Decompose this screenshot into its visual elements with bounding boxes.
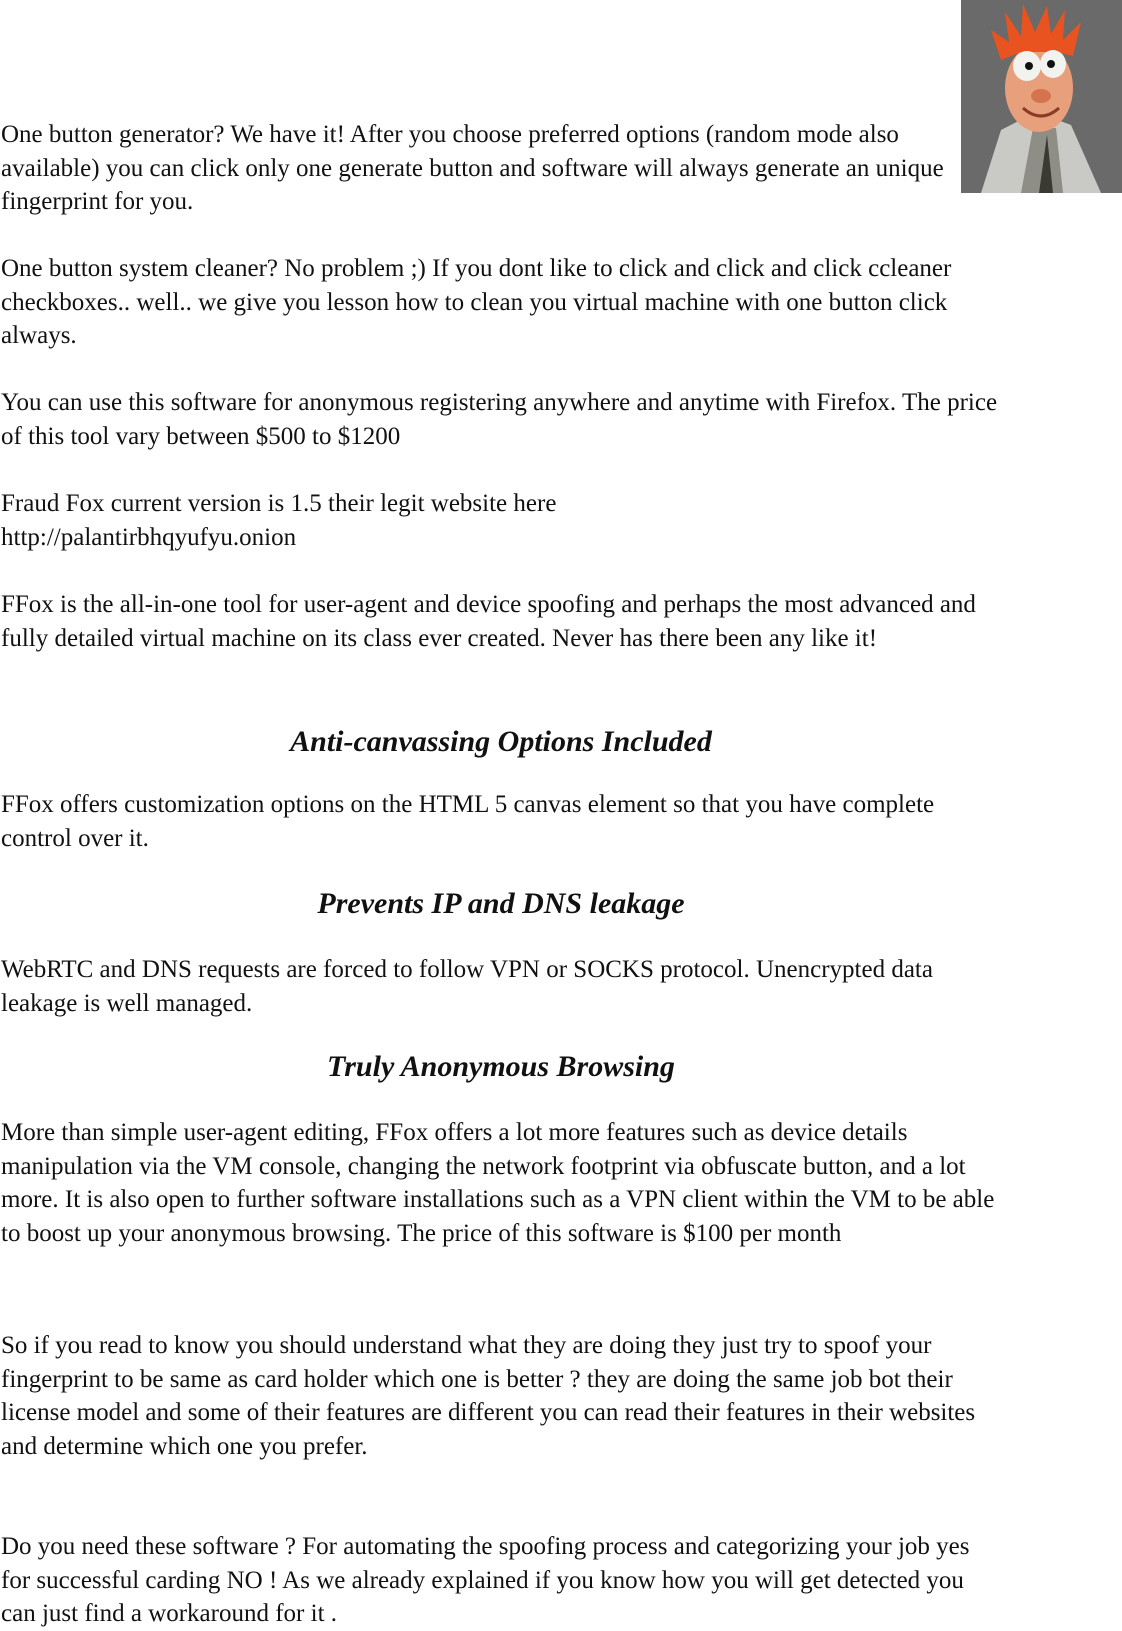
heading-anonymous-browsing: Truly Anonymous Browsing — [327, 1050, 675, 1083]
paragraph-generator: One button generator? We have it! After you choose preferred options (random mode also available) you can click only one generate button and software will always generate an unique fingerprint for you. — [1, 121, 944, 215]
paragraph-system-cleaner: One button system cleaner? No problem ;) If you dont like to click and click and click ccleaner checkboxes.. well.. we give you lesson how to clean you virtual machine with one button click always. — [1, 255, 952, 349]
paragraph-webrtc: WebRTC and DNS requests are forced to follow VPN or SOCKS protocol. Unencrypted data leakage is well managed. — [1, 956, 933, 1017]
paragraph-ffox-intro: FFox is the all-in-one tool for user-agent and device spoofing and perhaps the most advanced and fully detailed virtual machine on its class ever created. Never has there been any like it! — [1, 591, 976, 652]
paragraph-comparison: So if you read to know you should understand what they are doing they just try to spoof your fingerprint to be same as card holder which one is better ? they are doing the same job bot their license model and some of their features are different you can read their features in their websites and determine which one you prefer. — [1, 1332, 976, 1460]
paragraph-conclusion: Do you need these software ? For automating the spoofing process and categorizing your job yes for successful carding NO ! As we already explained if you know how you will get detected you can just find a workaround for it . — [1, 1533, 970, 1627]
website-url: http://palantirbhqyufyu.onion — [1, 523, 297, 551]
version-text: Fraud Fox current version is 1.5 their legit website here — [1, 490, 557, 517]
heading-anti-canvassing: Anti-canvassing Options Included — [290, 725, 712, 758]
paragraph-version — [1, 487, 556, 554]
paragraph-pricing: You can use this software for anonymous registering anywhere and anytime with Firefox. The price of this tool vary between $500 to $1200 — [1, 389, 998, 450]
heading-ip-dns: Prevents IP and DNS leakage — [317, 887, 685, 920]
paragraph-features: More than simple user-agent editing, FFox offers a lot more features such as device details manipulation via the VM console, changing the network footprint via obfuscate button, and a lot more. It is also open to further software installations such as a VPN client within the VM to be able to boost up your anonymous browsing. The price of this software is $100 per month — [1, 1119, 995, 1247]
paragraph-canvas: FFox offers customization options on the HTML 5 canvas element so that you have complete control over it. — [1, 791, 935, 852]
